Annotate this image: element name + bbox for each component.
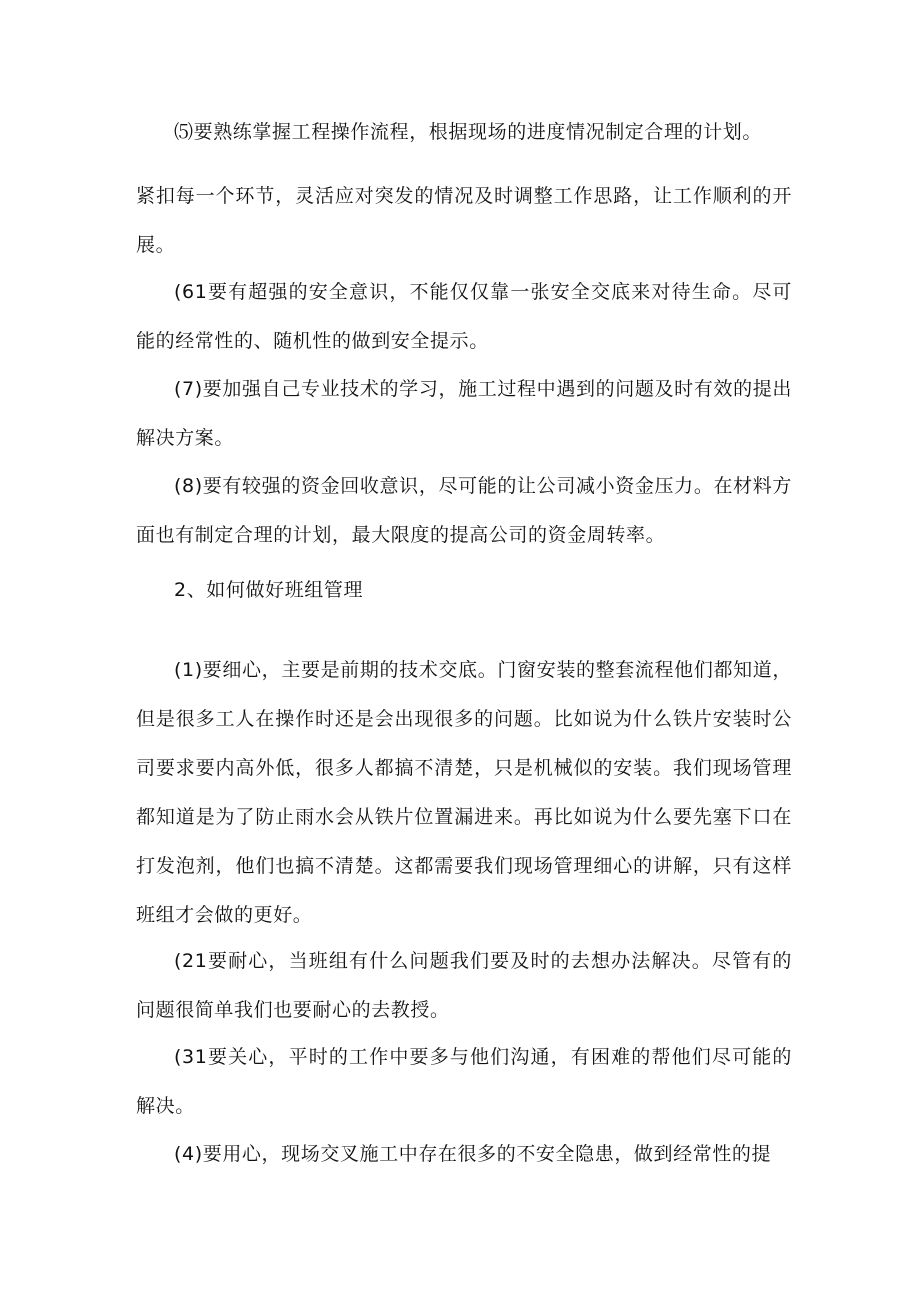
paragraph-6: (61要有超强的安全意识，不能仅仅靠一张安全交底来对待生命。尽可能的经常性的、随机性的做到安全提示。 xyxy=(136,281,792,352)
paragraph-7: (7)要加强自己专业技术的学习，施工过程中遇到的问题及时有效的提出解决方案。 xyxy=(136,378,792,449)
paragraph-5: ⑸要熟练掌握工程操作流程，根据现场的进度情况制定合理的计划。 xyxy=(174,121,763,143)
section-heading: 2、如何做好班组管理 xyxy=(174,579,364,601)
paragraph-5-continuation: 紧扣每一个环节，灵活应对突发的情况及时调整工作思路，让工作顺利的开展。 xyxy=(136,185,792,256)
section-paragraph-1: (1)要细心，主要是前期的技术交底。门窗安装的整套流程他们都知道，但是很多工人在操作时还是会出现很多的问题。比如说为什么铁片安装时公司要求要内高外低，很多人都搞不清楚，只是机械似的安装。我们现场管理都知道是为了防止雨水会从铁片位置漏进来。再比如说为什么要先塞下口在打发泡剂，他们也搞不清楚。这都需要我们现场管理细心的讲解，只有这样班组才会做的更好。 xyxy=(136,659,792,926)
section-paragraph-3: (31要关心，平时的工作中要多与他们沟通，有困难的帮他们尽可能的解决。 xyxy=(136,1046,792,1117)
paragraph-8: (8)要有较强的资金回收意识，尽可能的让公司减小资金压力。在材料方面也有制定合理的计划，最大限度的提高公司的资金周转率。 xyxy=(136,475,792,546)
section-paragraph-2: (21要耐心，当班组有什么问题我们要及时的去想办法解决。尽管有的问题很简单我们也要耐心的去教授。 xyxy=(136,950,792,1021)
section-paragraph-4: (4)要用心，现场交叉施工中存在很多的不安全隐患，做到经常性的提 xyxy=(174,1143,772,1165)
